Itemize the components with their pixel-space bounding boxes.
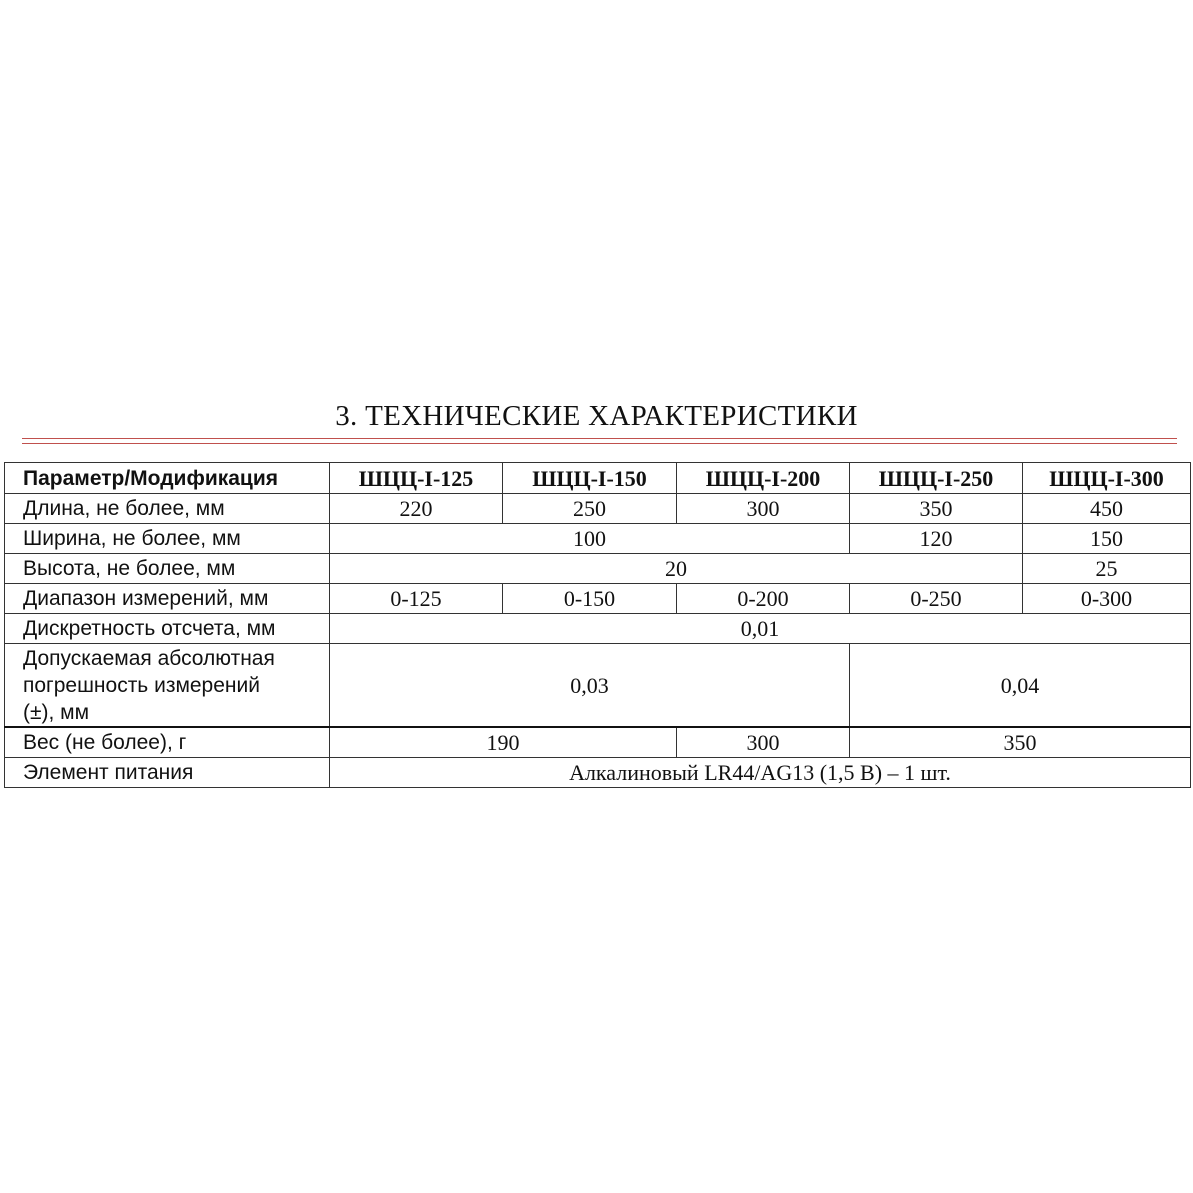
row-label: Вес (не более), г	[5, 727, 330, 758]
table-cell: 0-150	[503, 584, 677, 614]
table-cell: 0-250	[850, 584, 1023, 614]
table-cell: 190	[330, 727, 677, 758]
row-label: Диапазон измерений, мм	[5, 584, 330, 614]
spec-table	[4, 462, 1191, 788]
table-row-height	[5, 554, 1191, 584]
section-title: 3. ТЕХНИЧЕСКИЕ ХАРАКТЕРИСТИКИ	[335, 400, 858, 432]
table-cell: 220	[330, 494, 503, 524]
header-param: Параметр/Модификация	[5, 463, 330, 494]
row-label: Длина, не более, мм	[5, 494, 330, 524]
title-underline-second	[22, 443, 1177, 444]
table-cell: 0,04	[850, 644, 1191, 728]
row-label-line: Допускаемая абсолютная	[23, 646, 275, 670]
row-label: Дискретность отсчета, мм	[5, 614, 330, 644]
header-model: ШЦЦ-I-300	[1023, 463, 1191, 494]
table-cell: 150	[1023, 524, 1191, 554]
table-header-row	[5, 463, 1191, 494]
table-cell: 100	[330, 524, 850, 554]
row-label-line: погрешность измерений	[23, 673, 260, 697]
header-model: ШЦЦ-I-250	[850, 463, 1023, 494]
table-cell: 0-125	[330, 584, 503, 614]
table-row-resolution	[5, 614, 1191, 644]
table-row-length	[5, 494, 1191, 524]
table-cell: 450	[1023, 494, 1191, 524]
table-cell: 300	[677, 727, 850, 758]
table-row-range	[5, 584, 1191, 614]
table-row-weight	[5, 727, 1191, 758]
table-cell: 350	[850, 494, 1023, 524]
table-cell: 0,03	[330, 644, 850, 728]
title-underline	[22, 438, 1177, 439]
table-cell: 0,01	[330, 614, 1191, 644]
row-label: Элемент питания	[5, 758, 330, 788]
header-model: ШЦЦ-I-150	[503, 463, 677, 494]
table-cell: 0-300	[1023, 584, 1191, 614]
table-cell: 25	[1023, 554, 1191, 584]
table-cell: 350	[850, 727, 1191, 758]
header-model: ШЦЦ-I-200	[677, 463, 850, 494]
table-row-error	[5, 644, 1191, 728]
table-cell: 250	[503, 494, 677, 524]
table-cell: 300	[677, 494, 850, 524]
row-label: Ширина, не более, мм	[5, 524, 330, 554]
table-row-width	[5, 524, 1191, 554]
table-row-battery	[5, 758, 1191, 788]
row-label-line: (±), мм	[23, 700, 90, 724]
row-label: Высота, не более, мм	[5, 554, 330, 584]
table-cell: 0-200	[677, 584, 850, 614]
table-cell: 120	[850, 524, 1023, 554]
table-cell: 20	[330, 554, 1023, 584]
table-cell: Алкалиновый LR44/AG13 (1,5 В) – 1 шт.	[330, 758, 1191, 788]
header-model: ШЦЦ-I-125	[330, 463, 503, 494]
row-label	[5, 644, 330, 728]
